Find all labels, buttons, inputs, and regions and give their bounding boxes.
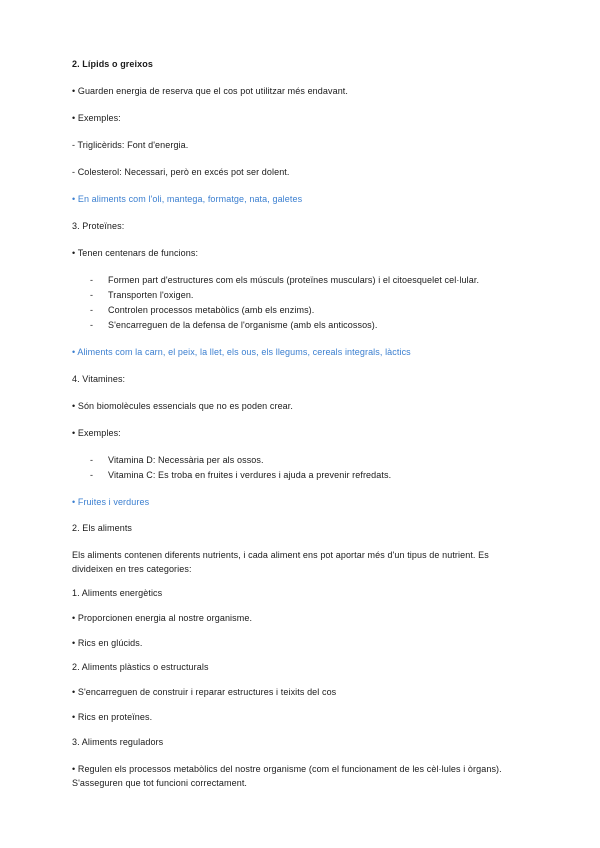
bullet-functions: • Tenen centenars de funcions:: [72, 248, 199, 258]
sub-item-defense: [90, 319, 550, 332]
dash-marker: -: [90, 305, 94, 315]
bullet-protein-rich: • Rics en proteïnes.: [72, 712, 153, 722]
heading-foods: 2. Els aliments: [72, 523, 133, 533]
bullet-build-repair: • S'encarreguen de construir i reparar estructures i teixits del cos: [72, 687, 337, 697]
dash-marker: -: [90, 290, 94, 300]
dash-marker: -: [90, 455, 94, 465]
heading-plastic-foods: 2. Aliments plàstics o estructurals: [72, 662, 209, 672]
dash-marker: -: [90, 320, 94, 330]
sub-item-vitamin-c: [90, 469, 550, 482]
heading-regulator-foods: 3. Aliments reguladors: [72, 737, 164, 747]
paragraph-regulate: • Regulen els processos metabòlics del nostre organisme (com el funcionament de les cèl·lules i òrgans). S'asseguren que tot funcioni correctament.: [72, 764, 502, 788]
bullet-biomolecules: • Són biomolècules essencials que no es poden crear.: [72, 401, 293, 411]
item-triglycerides: - Triglicèrids: Font d'energia.: [72, 140, 189, 150]
sub-item-text: Controlen processos metabòlics (amb els enzims).: [108, 305, 315, 315]
paragraph-foods: Els aliments contenen diferents nutrients, i cada aliment ens pot aportar més d'un tipus de nutrient. Es divideixen en tres categories:: [72, 550, 489, 574]
highlight-vitamin-foods: • Fruites i verdures: [72, 497, 150, 507]
sub-item-vitamin-d: [90, 454, 550, 467]
highlight-protein-foods: • Aliments com la carn, el peix, la llet, els ous, els llegums, cereals integrals, làctics: [72, 347, 411, 357]
sub-item-text: Formen part d'estructures com els músculs (proteïnes musculars) i el citoesquelet cel·lular.: [108, 275, 480, 285]
bullet-examples-2: • Exemples:: [72, 428, 121, 438]
heading-vitamins: 4. Vitamines:: [72, 374, 126, 384]
sub-item-oxygen: [90, 289, 550, 302]
sub-item-structures: [90, 274, 550, 287]
highlight-lipid-foods: • En aliments com l'oli, mantega, formatge, nata, galetes: [72, 194, 303, 204]
sub-item-text: Vitamina C: Es troba en fruites i verdures i ajuda a prevenir refredats.: [108, 470, 392, 480]
item-cholesterol: - Colesterol: Necessari, però en excés pot ser dolent.: [72, 167, 290, 177]
bullet-carbs: • Rics en glúcids.: [72, 638, 143, 648]
sub-item-metabolic: [90, 304, 550, 317]
dash-marker: -: [90, 275, 94, 285]
heading-energetic-foods: 1. Aliments energètics: [72, 588, 163, 598]
heading-lipids: 2. Lípids o greixos: [72, 59, 153, 69]
sub-item-text: S'encarreguen de la defensa de l'organisme (amb els anticossos).: [108, 320, 378, 330]
dash-marker: -: [90, 470, 94, 480]
sub-item-text: Transporten l'oxigen.: [108, 290, 194, 300]
bullet-energy: • Proporcionen energia al nostre organisme.: [72, 613, 253, 623]
bullet-examples: • Exemples:: [72, 113, 121, 123]
heading-proteins: 3. Proteïnes:: [72, 221, 125, 231]
bullet-reserve-energy: • Guarden energia de reserva que el cos pot utilitzar més endavant.: [72, 86, 349, 96]
sub-item-text: Vitamina D: Necessària per als ossos.: [108, 455, 264, 465]
